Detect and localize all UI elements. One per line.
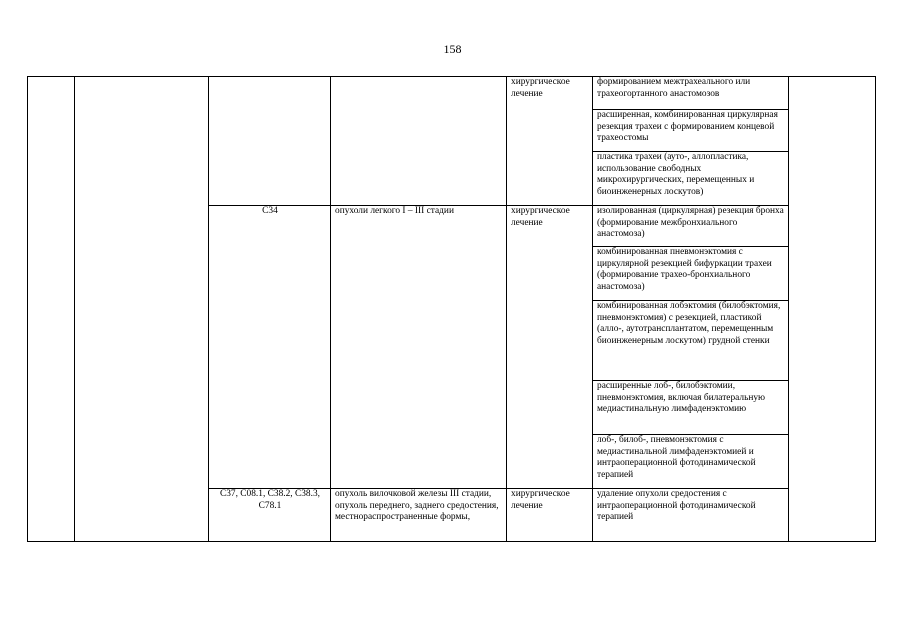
table-row: [28, 77, 876, 110]
icd-code-cell: C37, C08.1, C38.2, C38.3, C78.1: [209, 489, 331, 542]
col-number-cell: [28, 77, 75, 542]
diagnosis-cell: [331, 77, 507, 206]
method-cell: изолированная (циркулярная) резекция бронха (формирование межбронхиального анастомоза): [593, 206, 789, 247]
col-name-cell: [75, 77, 209, 542]
tariff-cell: [789, 77, 876, 542]
method-cell: пластика трахеи (ауто-, аллопластика, использование свободных микрохирургических, перемещенных и биоинженерных лоскутов): [593, 152, 789, 206]
treatment-type-cell: хирургическое лечение: [507, 489, 593, 542]
method-cell: комбинированная пневмонэктомия с циркулярной резекцией бифуркации трахеи (формирование трахео-бронхиального анастомоза): [593, 247, 789, 301]
treatment-type-cell: хирургическое лечение: [507, 206, 593, 489]
method-cell: расширенные лоб-, билобэктомии, пневмонэктомия, включая билатеральную медиастинальную лимфаденэктомию: [593, 381, 789, 435]
icd-code-cell: C34: [209, 206, 331, 489]
diagnosis-cell: опухоль вилочковой железы III стадии, опухоль переднего, заднего средостения, местнораспространенные формы,: [331, 489, 507, 542]
method-cell: удаление опухоли средостения с интраоперационной фотодинамической терапией: [593, 489, 789, 542]
method-cell: формированием межтрахеального или трахеогортанного анастомозов: [593, 77, 789, 110]
diagnosis-cell: опухоли легкого I – III стадии: [331, 206, 507, 489]
icd-code-cell: [209, 77, 331, 206]
method-cell: лоб-, билоб-, пневмонэктомия с медиастинальной лимфаденэктомией и интраоперационной фотодинамической терапией: [593, 435, 789, 489]
treatment-type-cell: хирургическое лечение: [507, 77, 593, 206]
page-number: 158: [443, 42, 462, 56]
treatment-table: [27, 76, 876, 542]
method-cell: расширенная, комбинированная циркулярная резекция трахеи с формированием концевой трахеостомы: [593, 110, 789, 152]
method-cell: комбинированная лобэктомия (билобэктомия, пневмонэктомия) с резекцией, пластикой (алло-, аутотрансплантатом, перемещенным биоинженерным лоскутом) грудной стенки: [593, 301, 789, 381]
